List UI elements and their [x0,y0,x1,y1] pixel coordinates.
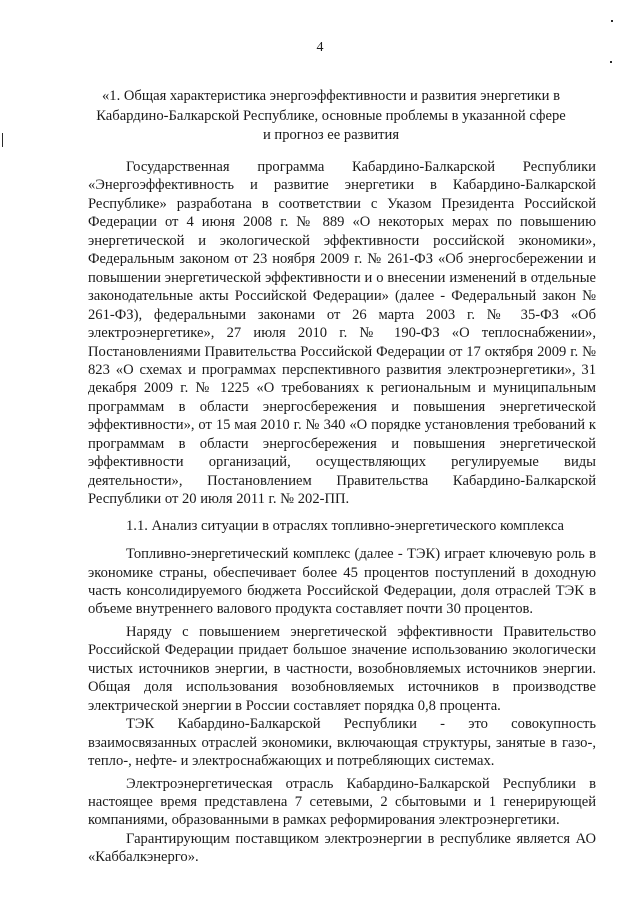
section-heading: «1. Общая характеристика энергоэффективности и развития энергетики в Кабардино-Балкарской Республике, основные проблемы в указанной сфере и прогноз ее развития [96,88,566,143]
paragraph-tek-kbr: ТЭК Кабардино-Балкарской Республики - это совокупность взаимосвязанных отраслей экономики, включающая структуры, занятые в газо-, тепло-, нефте- и электроснабжающих и потребляющих системах. [88,716,596,770]
scan-mark [2,133,3,147]
subsection-heading: 1.1. Анализ ситуации в отраслях топливно-энергетического комплекса [126,517,564,534]
paragraph-legal-basis: Государственная программа Кабардино-Балкарской Республики «Энергоэффективность и развитие энергетики в Кабардино-Балкарской Республике» разработана в соответствии с Указом Президента Российской Федерации от 4 июня 2008 г. № 889 «О некоторых мерах по повышению энергетической и экологической эффективности российской экономики», Федеральным законом от 23 ноября 2009 г. № 261-ФЗ «Об энергосбережении и повышении энергетической эффективности и о внесении изменений в отдельные законодательные акты Российской Федерации» (далее - Федеральный закон № 261-ФЗ), федеральными законами от 26 марта 2003 г. № 35-ФЗ «Об электроэнергетике», 27 июля 2010 г. № 190-ФЗ «О теплоснабжении», Постановлениями Правительства Российской Федерации от 17 октября 2009 г. № 823 «О схемах и программах перспективного развития электроэнергетики», 31 декабря 2009 г. № 1225 «О требованиях к региональным и муниципальным программам в области энергосбережения и повышения энергетической эффективности», от 15 мая 2010 г. № 340 «О порядке установления требований к программам в области энергосбережения и повышения энергетической эффективности организаций, осуществляющих регулируемые виды деятельности», Постановлением Правительства Кабардино-Балкарской Республики от 20 июля 2011 г. № 202-ПП. [88,159,596,508]
scan-mark [610,61,612,63]
document-body [88,158,596,867]
paragraph-supplier: Гарантирующим поставщиком электроэнергии в республике является АО «Каббалкэнерго». [88,830,596,866]
paragraph-power-industry: Электроэнергетическая отрасль Кабардино-Балкарской Республики в настоящее время представлена 7 сетевыми, 2 сбытовыми и 1 генерирующей компаниями, образованными в рамках реформирования электроэнергетики. [88,775,596,829]
paragraph-renewables: Наряду с повышением энергетической эффективности Правительство Российской Федерации придает большое значение использованию экологически чистых источников энергии, в частности, возобновляемых источников энергии. Общая доля использования возобновляемых источников в производстве электрической энергии в России составляет порядка 0,8 процента. [88,623,596,714]
paragraph-tek-role: Топливно-энергетический комплекс (далее - ТЭК) играет ключевую роль в экономике страны, обеспечивает более 45 процентов поступлений в доходную часть консолидируемого бюджета Российской Федерации, доля отраслей ТЭК в объеме внутреннего валового продукта составляет почти 30 процентов. [88,546,596,618]
scan-mark [611,20,613,22]
page-number: 4 [316,40,324,55]
